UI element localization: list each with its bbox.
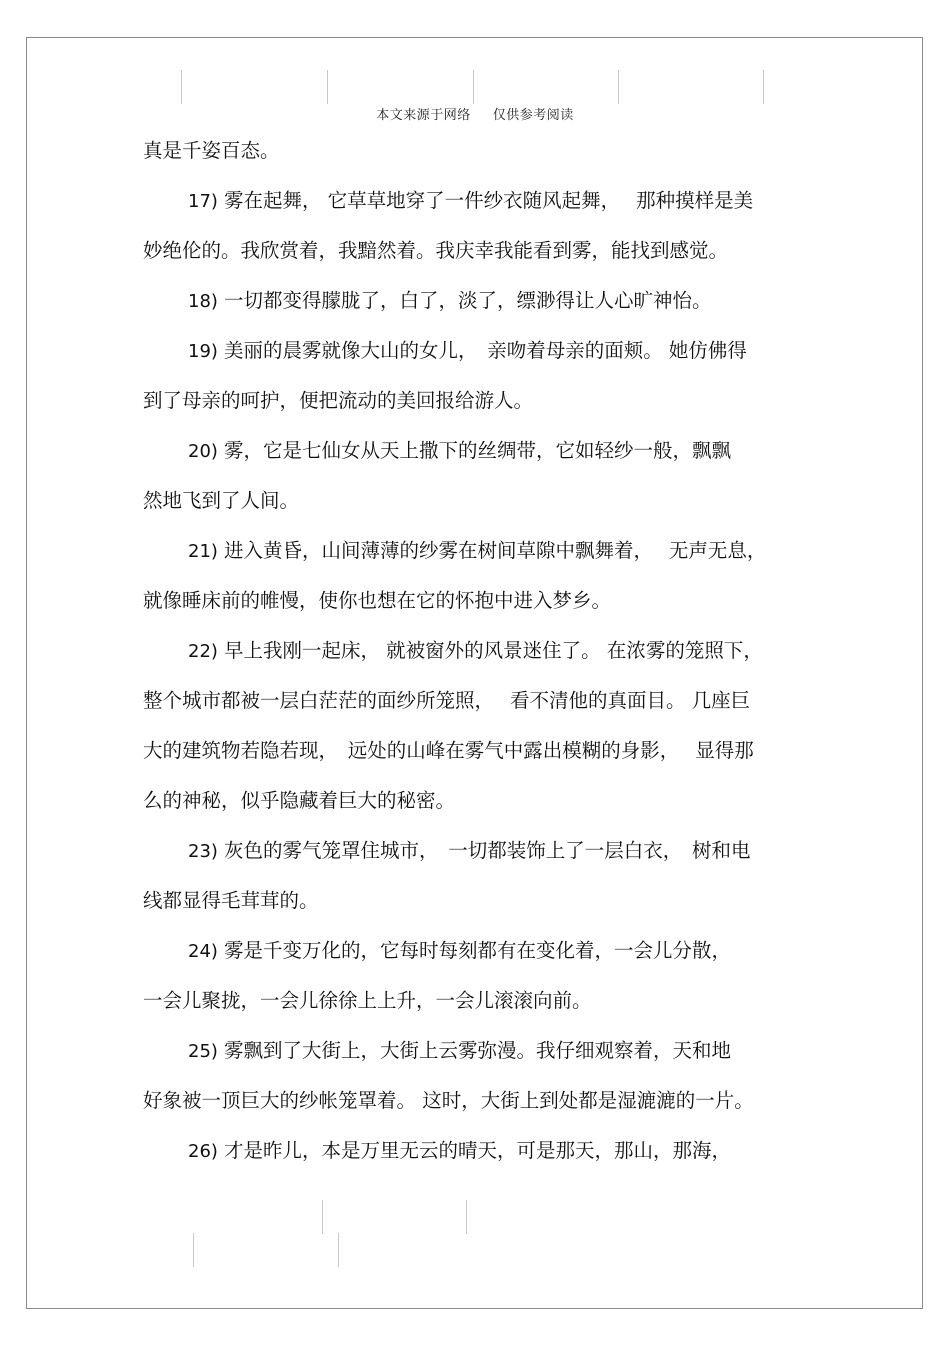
text-line (143, 331, 747, 371)
top-divider-1 (181, 70, 182, 104)
item-number: 21) (188, 541, 218, 562)
text-line (143, 1131, 731, 1171)
text-line (143, 231, 728, 271)
bottom-divider-1 (322, 1200, 323, 1234)
line-text: 一切都变得朦胧了，白了，淡了，缥渺得让人心旷神怡。 (223, 289, 712, 312)
bottom-divider-4 (338, 1233, 339, 1267)
line-text: 好象被一顶巨大的纱帐笼罩着。 这时，大街上到处都是湿漉漉的一片。 (143, 1089, 754, 1112)
line-text: 进入黄昏，山间薄薄的纱雾在树间草隙中飘舞着， 无声无息， (223, 539, 767, 562)
text-line (143, 681, 750, 721)
text-line (143, 581, 611, 621)
top-divider-3 (473, 70, 474, 104)
text-line (143, 531, 766, 571)
line-text: 一会儿聚拢，一会儿徐徐上上升，一会儿滚滚向前。 (143, 989, 592, 1012)
item-number: 25) (188, 1041, 218, 1062)
item-number: 17) (188, 191, 218, 212)
line-text: 整个城市都被一层白茫茫的面纱所笼照， 看不清他的真面目。 几座巨 (143, 689, 751, 712)
text-line (143, 831, 750, 871)
header-note: 仅供参考阅读 (492, 108, 574, 123)
item-number: 22) (188, 641, 218, 662)
line-text: 雾在起舞， 它草草地穿了一件纱衣随风起舞， 那种摸样是美 (223, 189, 754, 212)
text-line (143, 131, 280, 171)
line-text: 雾是千变万化的，它每时每刻都有在变化着，一会儿分散， (223, 939, 731, 962)
text-line (143, 381, 533, 421)
bottom-divider-3 (193, 1233, 194, 1267)
top-divider-5 (763, 70, 764, 104)
line-text: 雾飘到了大街上，大街上云雾弥漫。我仔细观察着，天和地 (223, 1039, 731, 1062)
header-source: 本文来源于网络 (376, 108, 471, 123)
text-line (143, 1081, 754, 1121)
text-line (143, 931, 731, 971)
line-text: 就像睡床前的帷慢，使你也想在它的怀抱中进入梦乡。 (143, 589, 612, 612)
line-text: 早上我刚一起床， 就被窗外的风景迷住了。 在浓雾的笼照下， (223, 639, 763, 662)
text-line (143, 281, 711, 321)
text-line (143, 881, 319, 921)
line-text: 妙绝伦的。我欣赏着，我黯然着。我庆幸我能看到雾，能找到感觉。 (143, 239, 729, 262)
text-line (143, 631, 763, 671)
top-divider-2 (327, 70, 328, 104)
item-number: 23) (188, 841, 218, 862)
item-number: 20) (188, 441, 218, 462)
line-text: 才是昨儿，本是万里无云的晴天，可是那天，那山，那海， (223, 1139, 731, 1162)
text-line (143, 1031, 731, 1071)
text-line (143, 431, 731, 471)
page-header (0, 104, 950, 123)
text-line (143, 181, 753, 221)
line-text: 线都显得毛茸茸的。 (143, 889, 319, 912)
item-number: 24) (188, 941, 218, 962)
line-text: 大的建筑物若隐若现， 远处的山峰在雾气中露出模糊的身影， 显得那 (143, 739, 754, 762)
text-line (143, 731, 754, 771)
text-line (143, 981, 592, 1021)
line-text: 灰色的雾气笼罩住城市， 一切都装饰上了一层白衣， 树和电 (223, 839, 751, 862)
top-divider-4 (618, 70, 619, 104)
line-text: 到了母亲的呵护，便把流动的美回报给游人。 (143, 389, 534, 412)
text-line (143, 781, 455, 821)
text-line (143, 481, 299, 521)
line-text: 雾，它是七仙女从天上撒下的丝绸带，它如轻纱一般，飘飘 (223, 439, 731, 462)
line-text: 么的神秘，似乎隐藏着巨大的秘密。 (143, 789, 456, 812)
line-text: 然地飞到了人间。 (143, 489, 300, 512)
bottom-divider-2 (466, 1200, 467, 1234)
line-text: 真是千姿百态。 (143, 139, 280, 162)
item-number: 18) (188, 291, 218, 312)
item-number: 26) (188, 1141, 218, 1162)
item-number: 19) (188, 341, 218, 362)
line-text: 美丽的晨雾就像大山的女儿， 亲吻着母亲的面颊。 她仿佛得 (223, 339, 747, 362)
